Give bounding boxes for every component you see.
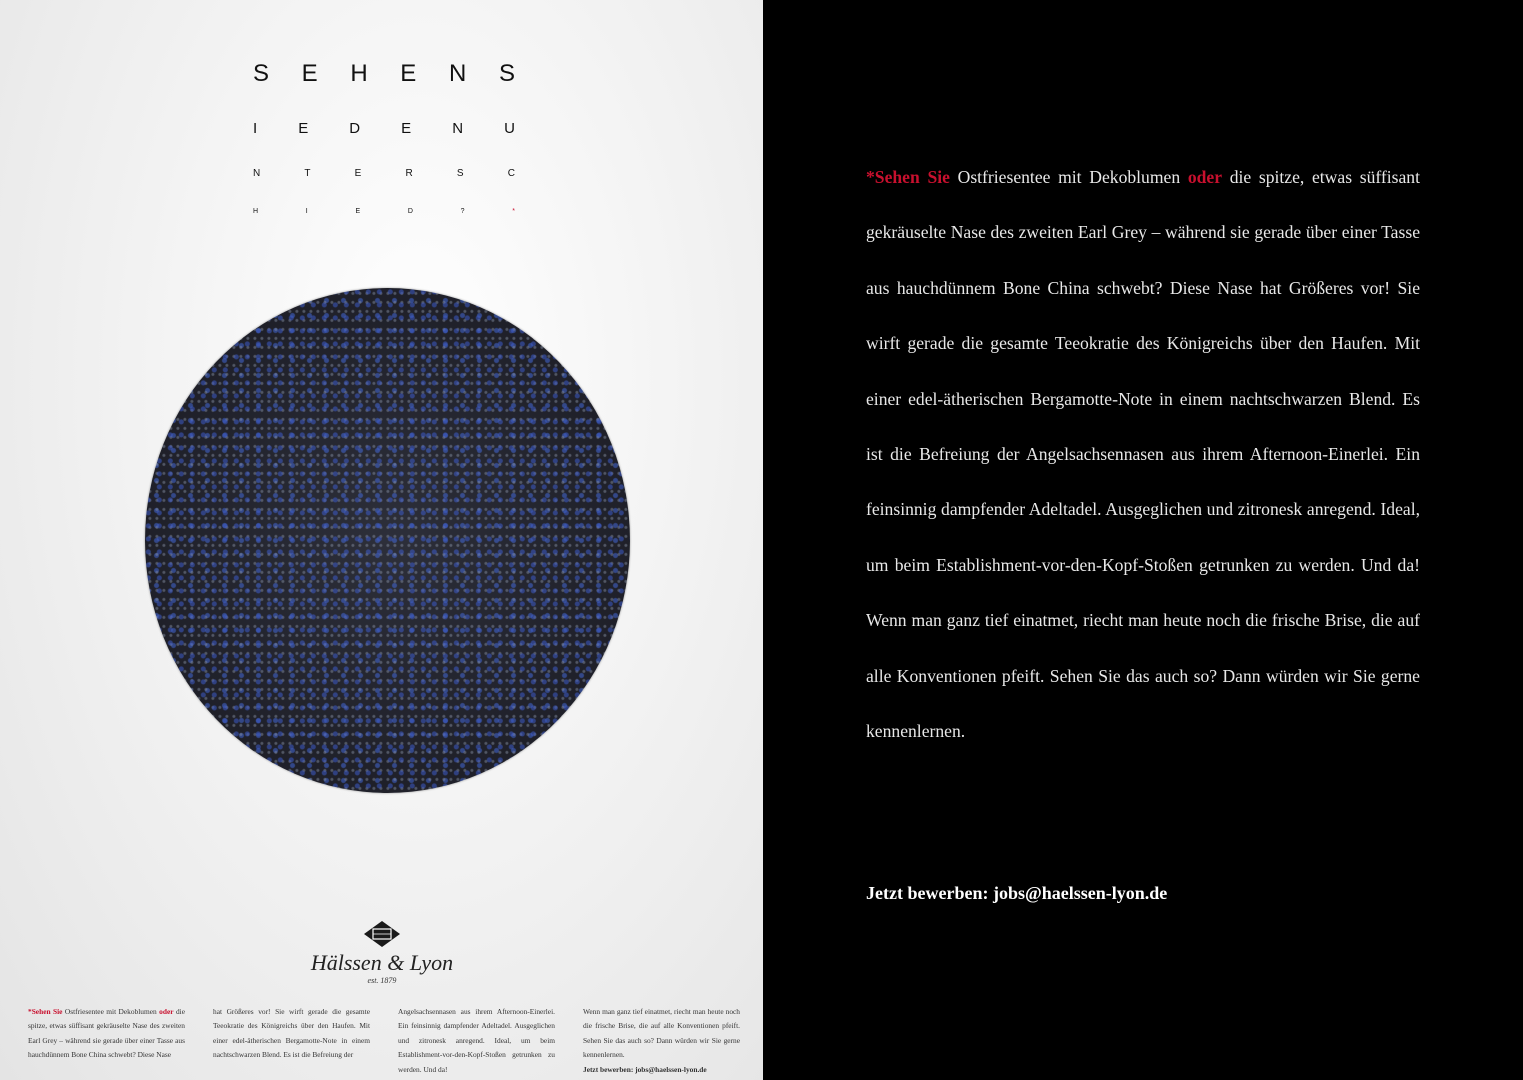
letter: S <box>456 168 464 179</box>
letter: E <box>355 208 361 215</box>
letter: C <box>507 168 515 179</box>
letter: N <box>253 168 261 179</box>
letter: I <box>305 208 308 215</box>
letter: H <box>253 208 259 215</box>
letter: H <box>350 60 368 87</box>
letter: E <box>354 168 362 179</box>
letter: E <box>400 60 417 87</box>
letter: T <box>304 168 311 179</box>
letter: ? <box>460 208 465 215</box>
copy-text: Wenn man ganz tief einatmet, riecht man heute noch die frische Brise, die auf alle Konventionen pfeift. Sehen Sie das auch so? Dann würden wir Sie gerne kennenlernen. <box>583 1007 740 1060</box>
headline-row-3 <box>253 168 515 179</box>
letter: E <box>301 60 318 87</box>
apply-line: Jetzt bewerben: jobs@haelssen-lyon.de <box>583 1064 707 1074</box>
brand-name: Hälssen & Lyon <box>310 950 454 975</box>
copy-text: die spitze, etwas süffisant gekräuselte Nase des zweiten Earl Grey – während sie gerade über einer Tasse aus hauchdünnem Bone China schwebt? Diese Nase <box>28 1007 185 1060</box>
letter: N <box>452 120 464 137</box>
letter: I <box>253 120 258 137</box>
copy-lead: *Sehen Sie <box>866 167 950 187</box>
letter: S <box>253 60 270 87</box>
copy-text: die spitze, etwas süffisant gekräuselte Nase des zweiten Earl Grey – während sie gerade über einer Tasse aus hauchdünnem Bone China schwebt? Diese Nase hat Größeres vor! Sie wirft gerade die gesamte Teeokratie des Königreichs über den Haufen. Mit einer edel-ätherischen Bergamotte-Note in einem nachtschwarzen Blend. Es ist die Befreiung der Angelsachsennasen aus ihrem Afternoon-Einerlei. Ein feinsinnig dampfender Adeltadel. Ausgeglichen und zitronesk anregend. Ideal, um beim Establishment-vor-den-Kopf-Stoßen getrunken zu werden. Und da! Wenn man ganz tief einatmet, riecht man heute noch die frische Brise, die auf alle Konventionen pfeift. Sehen Sie das auch so? Dann würden wir Sie gerne kennenlernen. <box>866 167 1420 742</box>
copy-highlight: oder <box>159 1007 174 1016</box>
diamond-emblem-icon <box>362 920 402 948</box>
letter: E <box>401 120 412 137</box>
copy-text: Ostfriesentee mit Dekoblumen <box>949 167 1188 187</box>
body-copy <box>866 150 1420 759</box>
copy-text: Ostfriesentee mit Dekoblumen <box>62 1007 160 1016</box>
poster-column-4 <box>583 1005 740 1077</box>
poster-body-columns <box>28 1005 740 1077</box>
brand-established: est. 1879 <box>367 976 397 985</box>
poster-column-2: hat Größeres vor! Sie wirft gerade die gesamte Teeokratie des Königreichs über den Haufen. Mit einer edel-ätherischen Bergamotte-Note in einem nachtschwarzen Blend. Es ist die Befreiung der <box>213 1007 370 1060</box>
letter: R <box>405 168 413 179</box>
headline-row-4 <box>253 208 515 215</box>
apply-call-to-action: Jetzt bewerben: jobs@haelssen-lyon.de <box>866 883 1168 903</box>
headline-row-1 <box>253 60 515 88</box>
asterisk-mark: * <box>512 208 515 215</box>
letter: D <box>349 120 361 137</box>
letter: E <box>298 120 309 137</box>
letter: S <box>498 60 515 87</box>
poster-column-1 <box>28 1005 185 1077</box>
poster-column-3: Angelsachsennasen aus ihrem Afternoon-Einerlei. Ein feinsinnig dampfender Adeltadel. Ausgeglichen und zitronesk anregend. Ideal, um beim Establishment-vor-den-Kopf-Stoßen getrunken zu werden. Und da! <box>398 1007 555 1074</box>
letter: N <box>448 60 467 87</box>
letter: D <box>407 208 413 215</box>
tea-leaf-circle-image <box>145 288 630 793</box>
headline-row-2 <box>253 120 515 137</box>
brand-logo <box>302 920 462 990</box>
copy-highlight: oder <box>1187 167 1223 187</box>
letter: U <box>504 120 515 137</box>
copy-lead: *Sehen Sie <box>28 1007 63 1016</box>
